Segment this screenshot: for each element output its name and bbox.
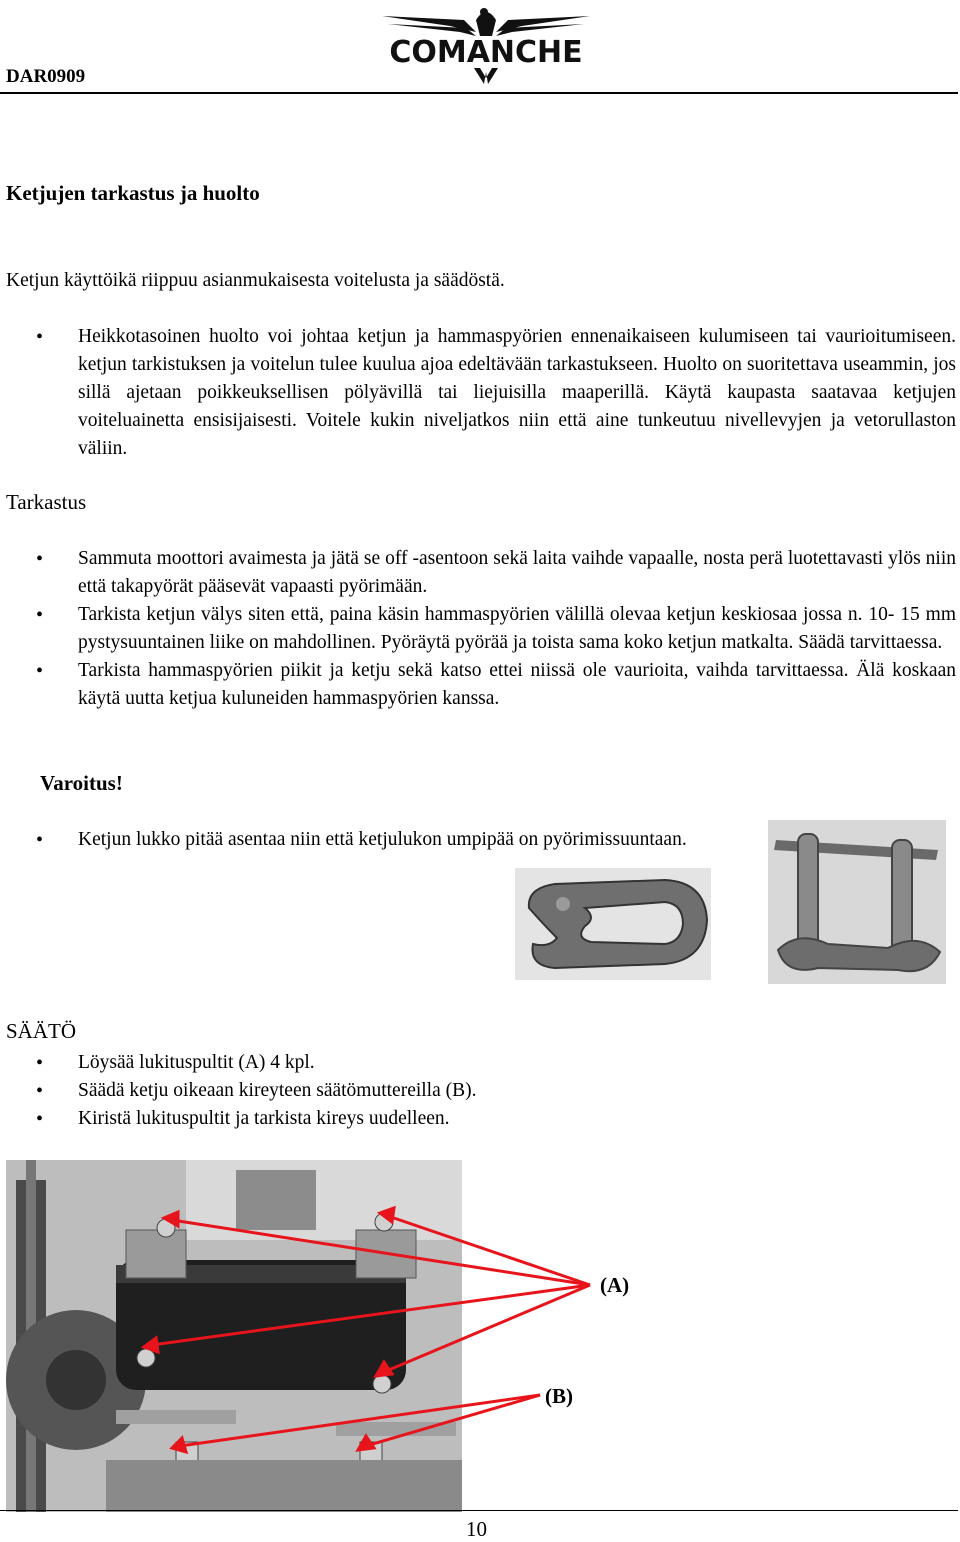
arrow-a-1 [172, 1220, 590, 1285]
list-item: • Tarkista hammaspyörien piikit ja ketju sekä katso ettei niissä ole vaurioita, vaihda tarvittaessa. Älä koskaan käytä uutta ketjua kuluneiden hammaspyörien kanssa. [36, 657, 956, 713]
page-number: 10 [466, 1517, 487, 1541]
saato-list [36, 1049, 956, 1133]
list-item: • Ketjun lukko pitää asentaa niin että ketjulukon umpipää on pyörimissuuntaan. [36, 826, 748, 854]
list-item: • Löysää lukituspultit (A) 4 kpl. [36, 1049, 956, 1077]
footer-divider [0, 1510, 958, 1511]
intro-text: Ketjun käyttöikä riippuu asianmukaisesta voitelusta ja säädöstä. [6, 270, 505, 291]
arrow-b-2 [366, 1395, 540, 1446]
list-item: • Heikkotasoinen huolto voi johtaa ketjun ja hammaspyörien ennenaikaiseen kulumiseen tai vaurioitumiseen. ketjun tarkistuksen ja voitelun tulee kuulua ajoa edeltävään tarkastukseen. Huolto on suoritettava useammin, jos sillä ajetaan poikkeuksellisen pölyävillä tai liejuisilla maaperillä. Käytä kaupasta saatavaa ketjujen voiteluainetta ensisijaisesti. Voitele kukin niveljatkos niin että aine tunkeutuu nivellevyjen ja vetorullaston väliin. [36, 323, 956, 463]
label-a: (A) [600, 1273, 630, 1297]
warning-heading: Varoitus! [40, 771, 123, 795]
chain-lock-clip-photo [515, 868, 711, 980]
section-heading-tarkastus: Tarkastus [6, 490, 87, 514]
header-divider [0, 92, 958, 94]
list-item: • Tarkista ketjun välys siten että, paina käsin hammaspyörien välillä olevaa ketjun keskiosaa jossa n. 10- 15 mm pystysuuntainen liike on mahdollinen. Pyöräytä pyörää ja toista sama koko ketjun matkalta. Säädä tarvittaessa. [36, 601, 956, 657]
warning-list [36, 826, 748, 854]
list-item: • Kiristä lukituspultit ja tarkista kireys uudelleen. [36, 1105, 956, 1133]
section-heading-saato: SÄÄTÖ [6, 1019, 77, 1043]
document-code: DAR0909 [6, 66, 86, 87]
arrow-a-2 [388, 1216, 590, 1285]
logo-text: COMANCHE [389, 35, 583, 70]
master-link-photo [768, 820, 946, 984]
label-b: (B) [545, 1384, 573, 1408]
callout-arrows [0, 1150, 960, 1510]
comanche-logo [380, 2, 592, 88]
page-title: Ketjujen tarkastus ja huolto [6, 181, 260, 205]
arrow-a-3 [152, 1285, 590, 1345]
arrow-b-1 [180, 1395, 540, 1446]
list-item: • Säädä ketju oikeaan kireyteen säätömuttereilla (B). [36, 1077, 956, 1105]
list-item: • Sammuta moottori avaimesta ja jätä se off -asentoon sekä laita vaihde vapaalle, nosta perä luotettavasti ylös niin että takapyörät pääsevät vapaasti pyörimään. [36, 545, 956, 601]
intro-bullet-list [36, 323, 956, 463]
tarkastus-list [36, 545, 956, 713]
